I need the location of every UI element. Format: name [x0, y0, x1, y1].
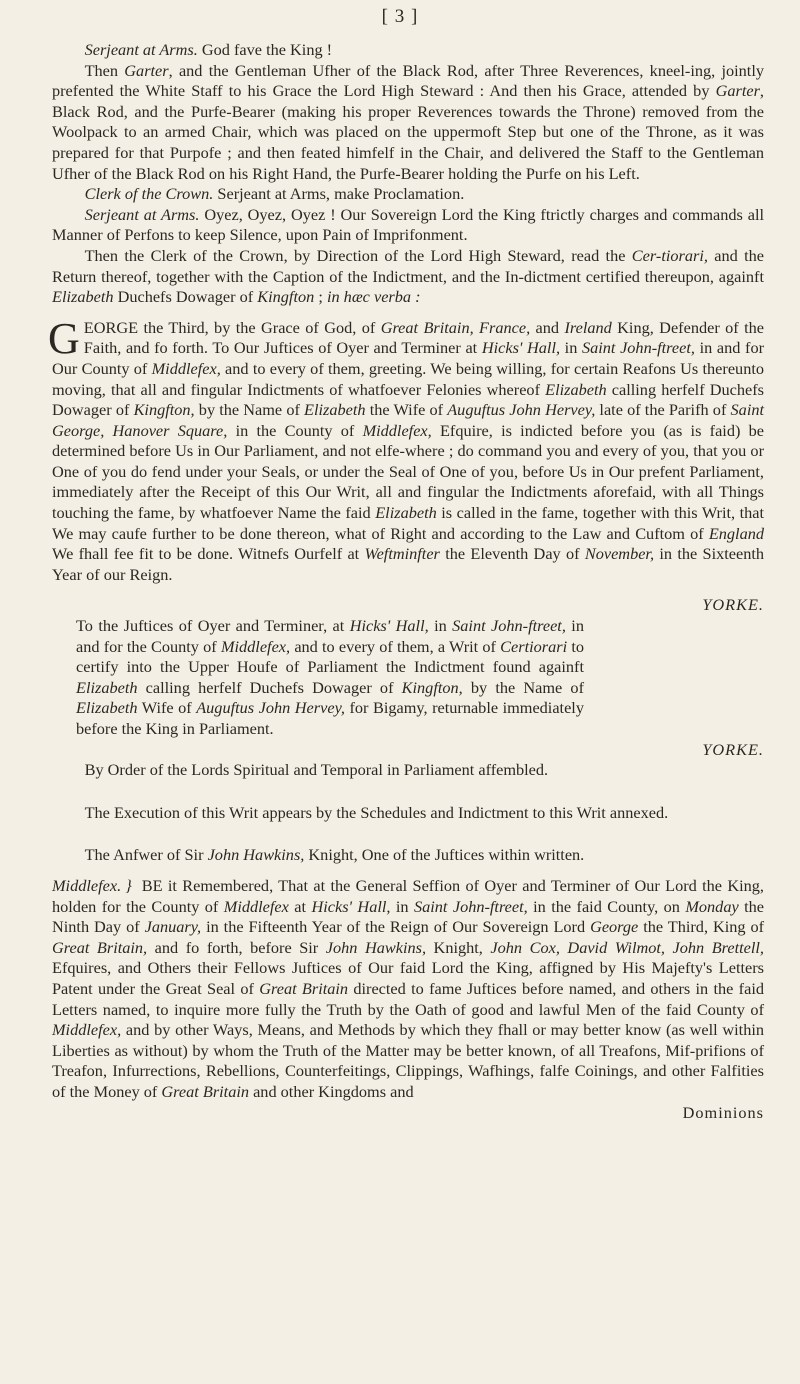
text-run: in and for Our County of	[52, 338, 765, 378]
italic-run: Elizabeth	[76, 698, 138, 718]
text-run: and other Kingdoms and	[249, 1081, 414, 1101]
italic-run: Elizabeth	[76, 677, 138, 697]
county-label: Middlefex. }	[52, 875, 132, 895]
text-run: at	[288, 896, 312, 916]
text-run: in the Sixteenth Year of our Reign.	[52, 544, 765, 584]
italic-run: Elizabeth	[545, 379, 607, 399]
text-run: directed to fame Juftices before named, and others in the faid Letters named, to inquire more fully the Truth by the Oath of good and lawful Men of the faid County of	[52, 978, 764, 1019]
italic-run: Great Britain,	[52, 937, 148, 957]
catchword: Dominions	[682, 1102, 764, 1122]
italic-run: January,	[144, 917, 202, 937]
text-run: and fo forth, before Sir	[147, 937, 326, 957]
italic-run: Certiorari	[500, 636, 568, 656]
text-run: Then	[84, 60, 125, 80]
text-run: by the Name of	[194, 400, 305, 420]
text-column	[48, 40, 765, 1123]
paragraph	[52, 205, 764, 246]
italic-run: Monday	[685, 896, 739, 916]
italic-run: Auguftus John Hervey,	[447, 400, 596, 420]
writ-address	[52, 616, 764, 740]
paragraph	[52, 184, 764, 205]
paragraph	[52, 803, 764, 824]
text-run: in	[390, 896, 414, 916]
italic-run: Great Britain	[161, 1081, 250, 1101]
paragraph	[52, 40, 764, 61]
text-run: The Execution of this Writ appears by the Schedules and Indictment to this Writ annexed.	[84, 802, 669, 822]
text-run: and to every of them, greeting. We being willing, for certain Reafons Us thereunto moving, that all and fingular Indictments of whatfoever Felonies whereof	[52, 358, 764, 399]
italic-run: Garter	[124, 60, 169, 80]
text-run: God fave the King !	[197, 40, 333, 59]
italic-run: Saint George, Hanover Square,	[52, 400, 765, 440]
writ-paragraph	[48, 313, 765, 586]
text-run: in the faid County, on	[527, 896, 686, 916]
italic-run: Middlefex,	[362, 420, 432, 440]
text-run: Duchefs Dowager of	[113, 287, 258, 307]
italic-run: Middlefex,	[151, 358, 221, 378]
text-run: , and the Gentleman Ufher of the Black Rod, after Three Reverences, kneel-ing, jointly prefented the White Staff to his Grace the Lord High Steward : And then his Grace, attended by	[52, 60, 764, 101]
italic-run: Ireland	[564, 317, 612, 337]
page-number: [ 3 ]	[381, 6, 419, 27]
italic-run: Garter	[715, 81, 760, 101]
paragraph	[52, 61, 764, 185]
italic-run: Saint John-ftreet,	[452, 616, 566, 636]
text-run: late of the Parifh of	[595, 400, 731, 420]
text-run: Efquire, is indicted before you (as is faid) be determined before Us in Our Parliament, and not elfe-where ; do command you and every of you, that you or One of you do fend under your Seals, or under the Seal of One of you, before Us in Our prefent Parliament, immediately after the Receipt of this Our Writ, all and fingular the Indictments aforefaid, with all Things touching the fame, by whatfoever Name the faid	[52, 420, 764, 523]
text-run: To the Juftices of Oyer and Terminer, at	[76, 616, 350, 636]
text-run: and the Return thereof, together with the Caption of the Indictment, and the In-dictment certified thereupon, againft	[52, 245, 764, 286]
paragraph	[52, 760, 764, 781]
text-run: and	[530, 317, 565, 337]
italic-run: Saint John-ftreet,	[413, 896, 528, 916]
italic-run: Middlefex,	[52, 1020, 122, 1040]
signature-yorke: YORKE.	[702, 595, 764, 615]
italic-run: Saint John-ftreet,	[581, 338, 695, 358]
text-run: King, Defender of the Faith, and fo forth. To Our Juftices of Oyer and Terminer at	[83, 317, 764, 358]
italic-run: John Hawkins,	[325, 937, 427, 957]
italic-run: Auguftus John Hervey,	[196, 698, 345, 718]
text-run: in and for the County of	[76, 616, 584, 656]
text-run: Efquires, and Others their Fellows Juftices of Our faid Lord the King, affigned by His Majefty's Letters Patent under the Great Seal of	[52, 958, 764, 998]
italic-run: Great Britain, France,	[380, 317, 531, 337]
italic-run: Great Britain	[259, 978, 349, 998]
text-run: EORGE the Third, by the Grace of God, of	[83, 317, 381, 337]
italic-run: Kingfton,	[133, 400, 195, 420]
text-run: the Ninth Day of	[52, 896, 765, 937]
text-run: in	[560, 338, 582, 358]
text-run: in	[428, 616, 453, 636]
italic-run: Serjeant at Arms.	[84, 40, 198, 59]
italic-run: Elizabeth	[304, 400, 366, 420]
italic-run: Middlefex,	[220, 636, 291, 656]
italic-run: Kingfton,	[401, 677, 463, 697]
italic-run: Cer-tiorari,	[631, 245, 708, 265]
paragraph	[52, 845, 764, 866]
text-run: BE it Remembered, That at the General Seffion of Oyer and Terminer of Our Lord the King, holden for the County of	[52, 875, 764, 916]
text-run: Knight, One of the Juftices within written.	[304, 845, 585, 865]
text-run: in the Fifteenth Year of the Reign of Our Sovereign Lord	[201, 917, 591, 937]
italic-run: England	[708, 523, 764, 543]
text-run: and to every of them, a Writ of	[290, 636, 501, 656]
italic-run: Middlefex	[223, 896, 289, 916]
text-run: calling herfelf Duchefs Dowager of	[137, 677, 402, 697]
italic-run: Clerk of the Crown.	[84, 184, 214, 204]
italic-run: Kingfton	[257, 287, 315, 307]
text-run: We fhall fee fit to be done. Witnefs Ourfelf at	[52, 544, 365, 564]
italic-run: Serjeant at Arms.	[84, 204, 200, 224]
italic-run: Hicks' Hall,	[311, 896, 391, 916]
italic-run: Elizabeth	[52, 287, 114, 307]
text-run: Knight,	[426, 937, 491, 957]
italic-run: November,	[584, 544, 655, 564]
text-run: by the Name of	[462, 677, 584, 697]
text-run: and by other Ways, Means, and Methods by which they fhall or may better know (as well within Liberties as without) by whom the Truth of the Matter may be better known, of all Treafons, Mif-prifions of Treafon, Infurrections, Rebellions, Counterfeitings, Clippings, Wafhings, falfe Coinings, and other Falfities of the Money of	[52, 1020, 764, 1101]
text-run: the Eleventh Day of	[439, 544, 585, 564]
drop-cap: G	[48, 313, 80, 363]
italic-run: in hæc verba :	[326, 287, 421, 307]
signature-yorke: YORKE.	[702, 739, 764, 759]
italic-run: George	[590, 917, 639, 937]
text-run: Wife of	[137, 698, 197, 718]
text-run: to certify into the Upper Houfe of Parliament the Indictment found againft	[76, 636, 584, 677]
text-run: for Bigamy, returnable immediately before the King in Parliament.	[76, 698, 584, 738]
italic-run: Elizabeth	[375, 503, 437, 523]
text-run: Then the Clerk of the Crown, by Direction of the Lord High Steward, read the	[84, 245, 632, 265]
answer-paragraph	[52, 876, 764, 1103]
italic-run: John Hawkins,	[207, 845, 305, 865]
text-run: Serjeant at Arms, make Proclamation.	[213, 184, 465, 204]
text-run: in the County of	[227, 420, 363, 440]
text-run: Oyez, Oyez, Oyez ! Our Sovereign Lord the King ftrictly charges and commands all Manner of Perfons to keep Silence, upon Pain of Imprifonment.	[52, 204, 764, 245]
italic-run: John Cox, David Wilmot, John Brettell,	[490, 937, 764, 957]
text-run: the Third, King of	[638, 917, 765, 937]
text-run: is called in the fame, together with this Writ, that We may caufe further to be done thereon, what of Right and according to the Law and Cuftom of	[52, 503, 765, 543]
text-run: calling herfelf Duchefs Dowager of	[52, 379, 765, 420]
text-run: By Order of the Lords Spiritual and Temporal in Parliament affembled.	[84, 760, 549, 780]
paragraph	[52, 246, 764, 308]
italic-run: Hicks' Hall,	[349, 616, 429, 636]
text-run: ;	[314, 287, 327, 307]
italic-run: Weftminfter	[364, 544, 440, 564]
text-run: , Black Rod, and the Purfe-Bearer (making his proper Reverences towards the Throne) removed from the Woolpack to an armed Chair, which was placed on the uppermoft Step but one of the Throne, as it was prepared for that Purpofe ; and then feated himfelf in the Chair, and delivered the Staff to the Gentleman Ufher of the Black Rod on his Right Hand, the Purfe-Bearer holding the Purfe on his Left.	[52, 81, 764, 183]
text-run: The Anfwer of Sir	[84, 845, 208, 865]
text-run: the Wife of	[365, 400, 448, 420]
italic-run: Hicks' Hall,	[481, 338, 561, 358]
